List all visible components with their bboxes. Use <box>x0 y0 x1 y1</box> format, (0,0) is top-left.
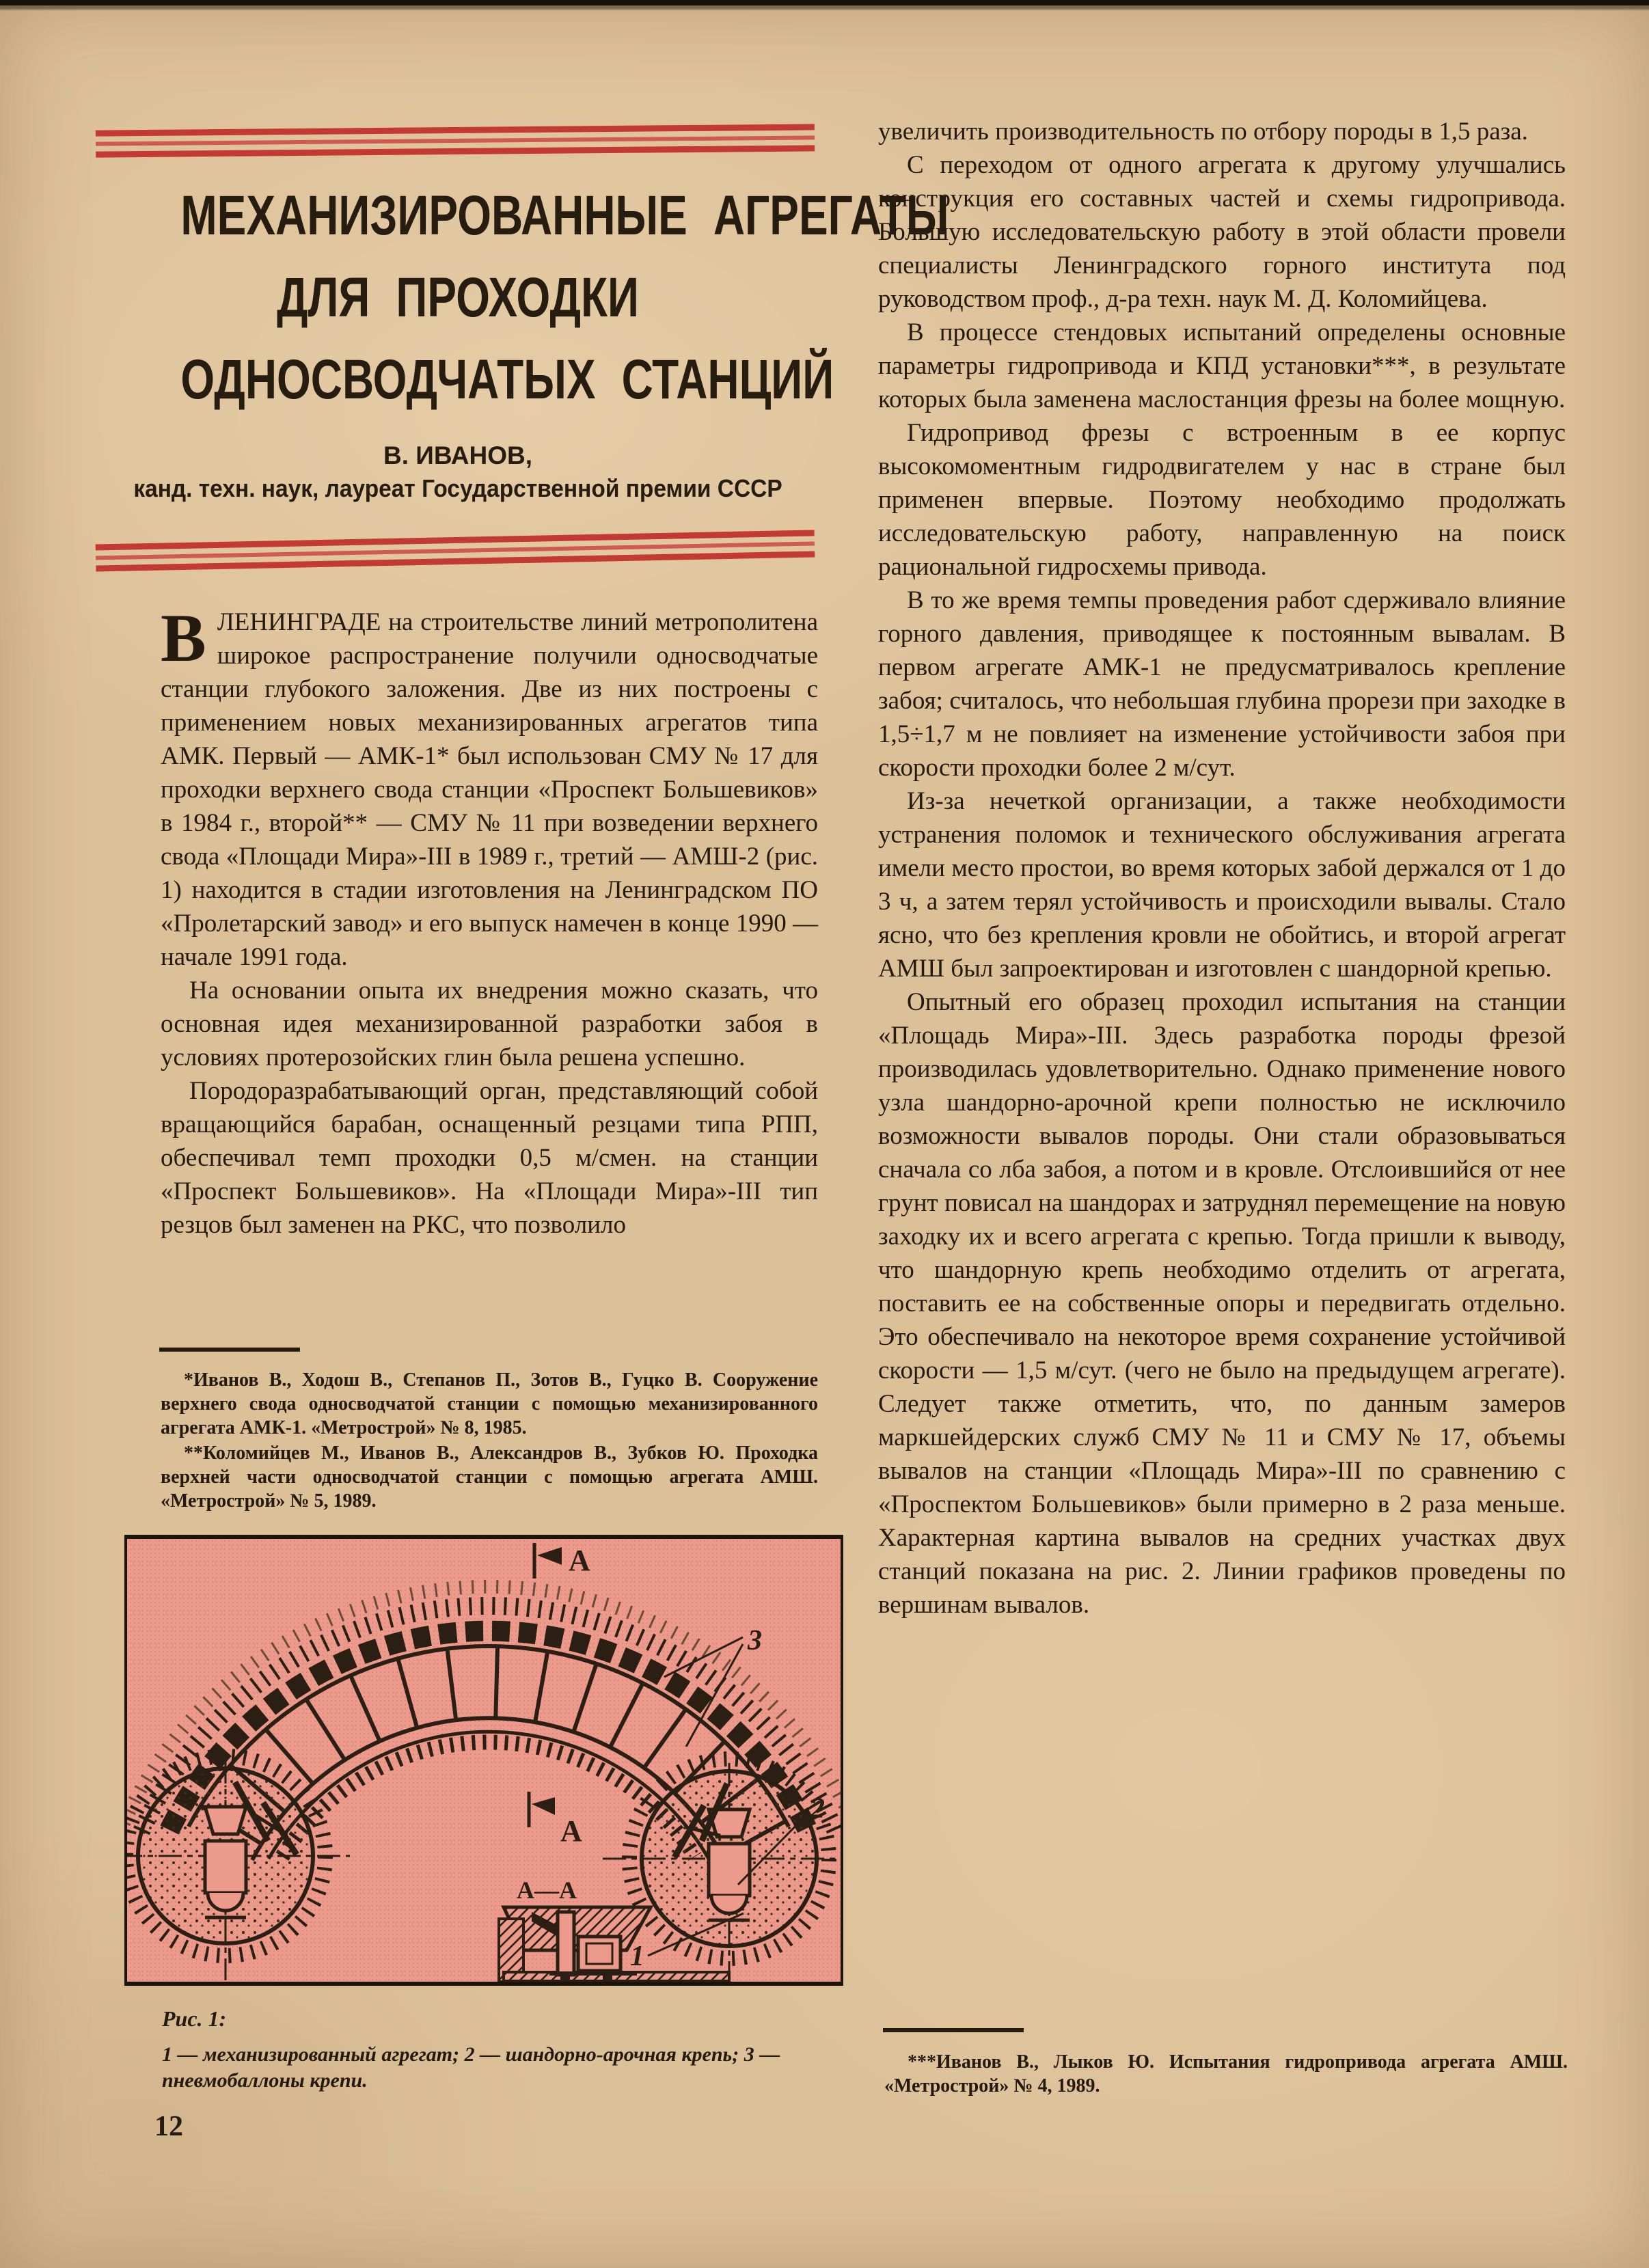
right-machine-body <box>709 1844 750 1896</box>
figure-border-left <box>124 1535 127 1986</box>
figure-1 <box>124 1535 843 1986</box>
footnote-rule-left <box>159 1348 300 1352</box>
callout-2: 2 <box>810 1793 825 1825</box>
drop-cap: В <box>161 600 206 676</box>
figure-caption-label: Рис. 1: <box>162 2006 227 2031</box>
red-rule-line <box>96 145 815 157</box>
paragraph: Из-за нечеткой организации, а также необходимости устранения поломок и технического обслуживания агрегата имели место простои, во время которых забой держался от 1 до 3 ч, а затем терял устойчивость и происходили вывалы. Стало ясно, что без крепления кровли не обойтись, и второй агрегат АМШ был запроектирован и изготовлен с шандорной крепью. <box>878 787 1566 983</box>
section-machine-wheel <box>603 1975 612 1981</box>
red-rule-bottom <box>96 530 815 571</box>
section-machine-wheel <box>560 1975 570 1981</box>
paragraph: Породоразрабатывающий орган, представляющий собой вращающийся барабан, оснащенный резцами типа РПП, обеспечивал темп проходки 0,5 м/смен. на станции «Проспект Большевиков». На «Площади Мира»-III тип резцов был заменен на РКС, что позволило <box>161 1077 818 1239</box>
article-title <box>103 175 949 421</box>
paragraph: Опытный его образец проходил испытания на станции «Площадь Мира»-III. Здесь разработка породы фрезой производилась удовлетворительно. Однако применение нового узла шандорно-арочной крепи полностью не исключило возможности вывалов породы. Они стали образовываться сначала со лба забоя, а потом и в кровле. Отслоившийся от нее грунт повисал на шандорах и затруднял перемещение на новую заходку их и всего агрегата с крепью. Тогда пришли к выводу, что шандорную крепь необходимо отделить от агрегата, поставить ее на собственные опоры и передвигать отдельно. Это обеспечивало на некоторое время сохранение устойчивой скорости — 1,5 м/сут. (чего не было на предыдущем агрегате). Следует также отметить, что, по данным замеров маркшейдерских служб СМУ № 11 и СМУ № 17, объемы вывалов на станции «Площадь Мира»-III по сравнению с «Проспектом Большевиков» были примерно в 2 раза меньше. Характерная картина вывалов на средних участках двух станций показана на рис. 2. Линии графиков проведены по вершинам вывалов. <box>878 988 1566 1619</box>
footnote: ***Иванов В., Лыков Ю. Испытания гидропривода агрегата АМШ. «Метрострой» № 4, 1989. <box>884 2051 1568 2096</box>
section-machine-mast <box>558 1912 574 1975</box>
paragraph: С переходом от одного агрегата к другому улучшались конструкция его составных частей и схемы гидропривода. Большую исследовательскую работу в этой области провели специалисты Ленинградского горного института под руководством проф., д-ра техн. наук М. Д. Коломийцева. <box>878 151 1566 313</box>
paragraph <box>161 600 818 974</box>
section-title: А—А <box>517 1876 577 1904</box>
figure-border-right <box>841 1535 843 1986</box>
figure-drawing <box>124 1535 843 1986</box>
section-machine-body <box>578 1937 621 1971</box>
paragraph: На основании опыта их внедрения можно сказать, что основная идея механизированной разработки забоя в условиях протерозойских глин была решена успешно. <box>161 976 818 1071</box>
paragraph: В процессе стендовых испытаний определены основные параметры гидропривода и КПД установки***, в результате которых была заменена маслостанция фрезы на более мощную. <box>878 318 1566 413</box>
callout-3: 3 <box>748 1625 762 1656</box>
footnotes-left <box>161 1368 818 1514</box>
callout-1: 1 <box>630 1941 644 1972</box>
paragraph-text: ЛЕНИНГРАДЕ на строительстве линий метрополитена широкое распространение получили односводчатые станции глубокого заложения. Две из них построены с применением новых механизированных агрегатов типа АМК. Первый — АМК-1* был использован СМУ № 17 для проходки верхнего свода станции «Проспект Большевиков» в 1984 г., второй** — СМУ № 11 при возведении верхнего свода «Площади Мира»-III в 1989 г., третий — АМШ-2 (рис. 1) находится в стадии изготовления на Ленинградском ПО «Пролетарский завод» и его выпуск намечен в конце 1990 — начале 1991 года. <box>161 608 818 971</box>
footnote-rule-right <box>883 2028 1024 2032</box>
left-machine-body <box>205 1841 246 1893</box>
paragraph: Гидропривод фрезы с встроенным в ее корпус высокомоментным гидродвигателем у нас в стране был применен впервые. Поэтому необходимо продолжать исследовательскую работу, направленную на поиск рациональной гидросхемы привода. <box>878 419 1566 581</box>
red-rule-top <box>96 124 815 157</box>
title-line-3: ОДНОСВОДЧАТЫХ СТАНЦИЙ <box>180 349 834 411</box>
right-column <box>878 115 1566 1622</box>
title-line-2: ДЛЯ ПРОХОДКИ <box>276 267 640 329</box>
section-letter-mid: А <box>560 1814 582 1848</box>
paragraph: увеличить производительность по отбору породы в 1,5 раза. <box>878 118 1528 146</box>
lining-joint <box>495 1646 498 1718</box>
author-name: В. ИВАНОВ, <box>383 441 532 469</box>
author-degree: канд. техн. наук, лауреат Государственной премии СССР <box>133 474 782 502</box>
paragraph: В то же время темпы проведения работ сдерживало влияние горного давления, приводящее к постоянным вывалам. В первом агрегате АМК-1 не предусматривалось крепление забоя; считалось, что небольшая глубина прорези при заходке в 1,5÷1,7 м не повлияет на изменение устойчивости забоя при скорости проходки более 2 м/сут. <box>878 586 1566 782</box>
figure-border-top <box>124 1535 843 1539</box>
red-rule-line <box>96 135 815 146</box>
left-machine-head <box>205 1807 246 1834</box>
section-letter-top: А <box>569 1544 590 1577</box>
red-rule-line <box>96 124 815 136</box>
footnote: **Коломийцев М., Иванов В., Александров В., Зубков Ю. Проходка верхней части односводчатой станции с помощью агрегата АМШ. «Метрострой» № 5, 1989. <box>161 1443 818 1512</box>
footnote-right <box>884 2050 1568 2099</box>
left-column <box>161 600 818 1242</box>
title-line-1: МЕХАНИЗИРОВАННЫЕ АГРЕГАТЫ <box>180 185 949 247</box>
figure-border-bottom <box>124 1982 843 1986</box>
scan-edge <box>0 0 1649 11</box>
figure-caption: 1 — механизированный агрегат; 2 — шандорно-арочная крепь; 3 — пневмобаллоны крепи. <box>162 2043 780 2092</box>
footnote: *Иванов В., Ходош В., Степанов П., Зотов В., Гуцко В. Сооружение верхнего свода односводчатой станции с помощью механизированного агрегата АМК-1. «Метрострой» № 8, 1985. <box>161 1369 818 1438</box>
page-number: 12 <box>154 2111 183 2142</box>
